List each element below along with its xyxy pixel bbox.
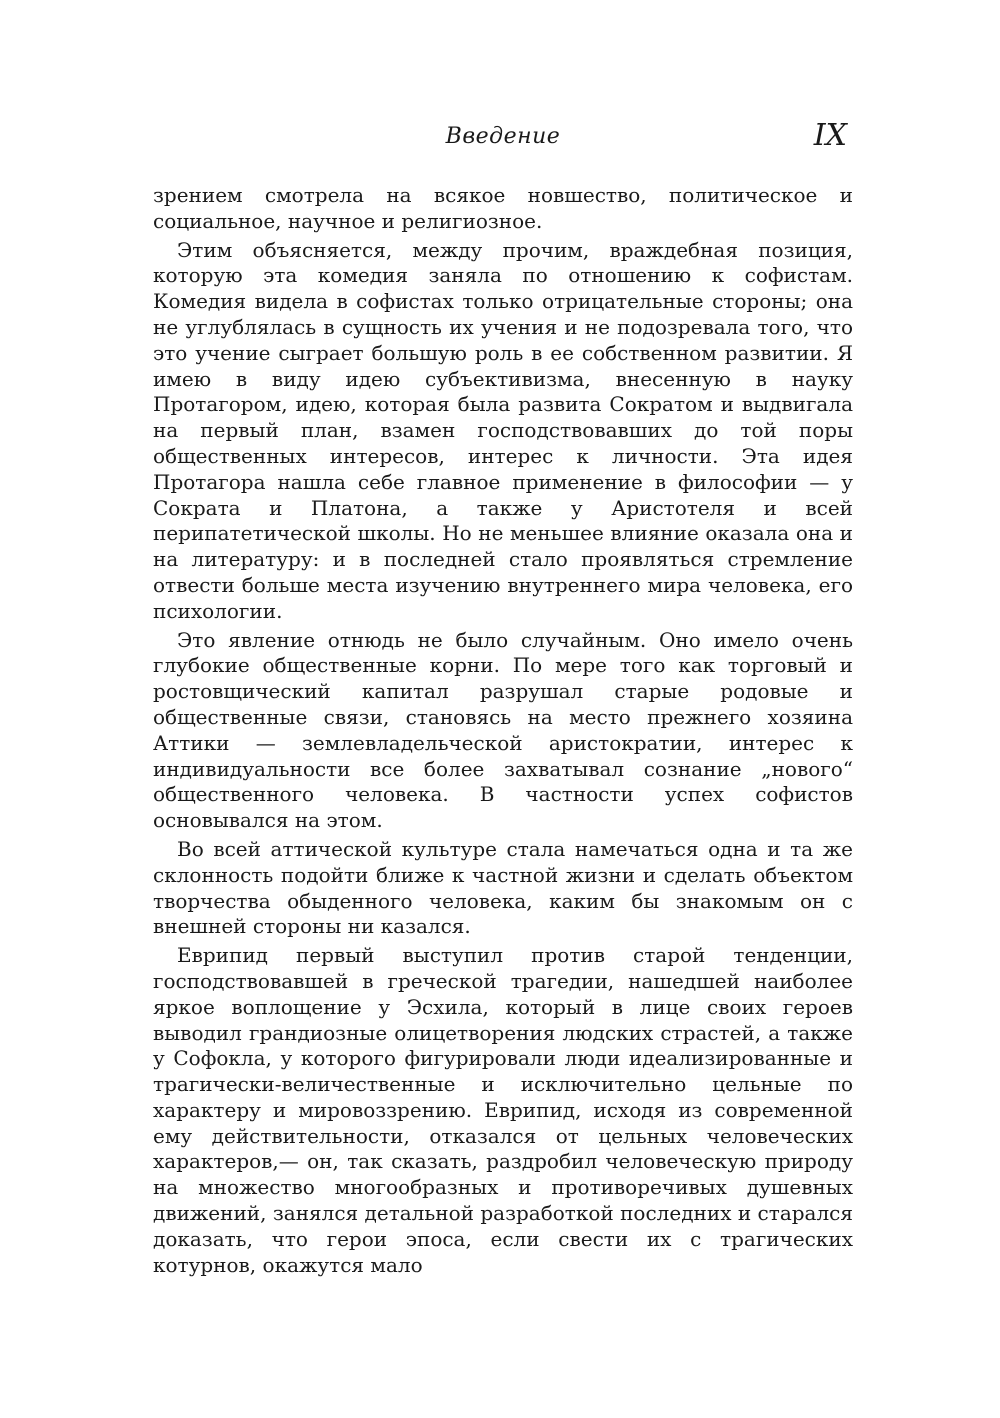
- paragraph-attic-culture: Во всей аттической культуре стала намечаться одна и та же склонность подойти ближе к частной жизни и сделать объектом творчества обыденного человека, каким бы знакомым он с внешней стороны ни казался.: [153, 836, 853, 939]
- running-head: [153, 118, 853, 158]
- page-number: IX: [813, 118, 847, 153]
- body-text: [153, 183, 853, 1281]
- running-title: Введение: [445, 124, 561, 149]
- paragraph-continuation: зрением смотрела на всякое новшество, политическое и социальное, научное и религиозное.: [153, 183, 853, 233]
- paragraph-euripides: Еврипид первый выступил против старой тенденции, господствовавшей в греческой трагедии, нашедшей наиболее яркое воплощение у Эсхила, который в лице своих героев выводил грандиозные олицетворения людских страстей, а также у Софокла, у которого фигурировали люди идеализированные и трагически-величественные и исключительно цельные по характеру и мировоззрению. Еврипид, исходя из современной ему действительности, отказался от цельных человеческих характеров,— он, так сказать, раздробил человеческую природу на множество многообразных и противоречивых душевных движений, занялся детальной разработкой последних и старался доказать, что герои эпоса, если свести их с трагических котурнов, окажутся мало: [153, 943, 853, 1277]
- paragraph-social-roots: Это явление отнюдь не было случайным. Оно имело очень глубокие общественные корни. По мере того как торговый и ростовщический капитал разрушал старые родовые и общественные связи, становясь на место прежнего хозяина Аттики — землевладельческой аристократии, интерес к индивидуальности все более захватывал сознание „нового“ общественного человека. В частности успех софистов основывался на этом.: [153, 627, 853, 833]
- paragraph-sophists: Этим объясняется, между прочим, враждебная позиция, которую эта комедия заняла по отношению к софистам. Комедия видела в софистах только отрицательные стороны; она не углублялась в сущность их учения и не подозревала того, что это учение сыграет большую роль в ее собственном развитии. Я имею в виду идею субъективизма, внесенную в науку Протагором, идею, которая была развита Сократом и выдвигала на первый план, взамен господствовавших до той поры общественных интересов, интерес к личности. Эта идея Протагора нашла себе главное применение в философии — у Сократа и Платона, а также у Аристотеля и всей перипатетической школы. Но не меньшее влияние оказала она и на литературу: и в последней стало проявляться стремление отвести больше места изучению внутреннего мира человека, его психологии.: [153, 237, 853, 623]
